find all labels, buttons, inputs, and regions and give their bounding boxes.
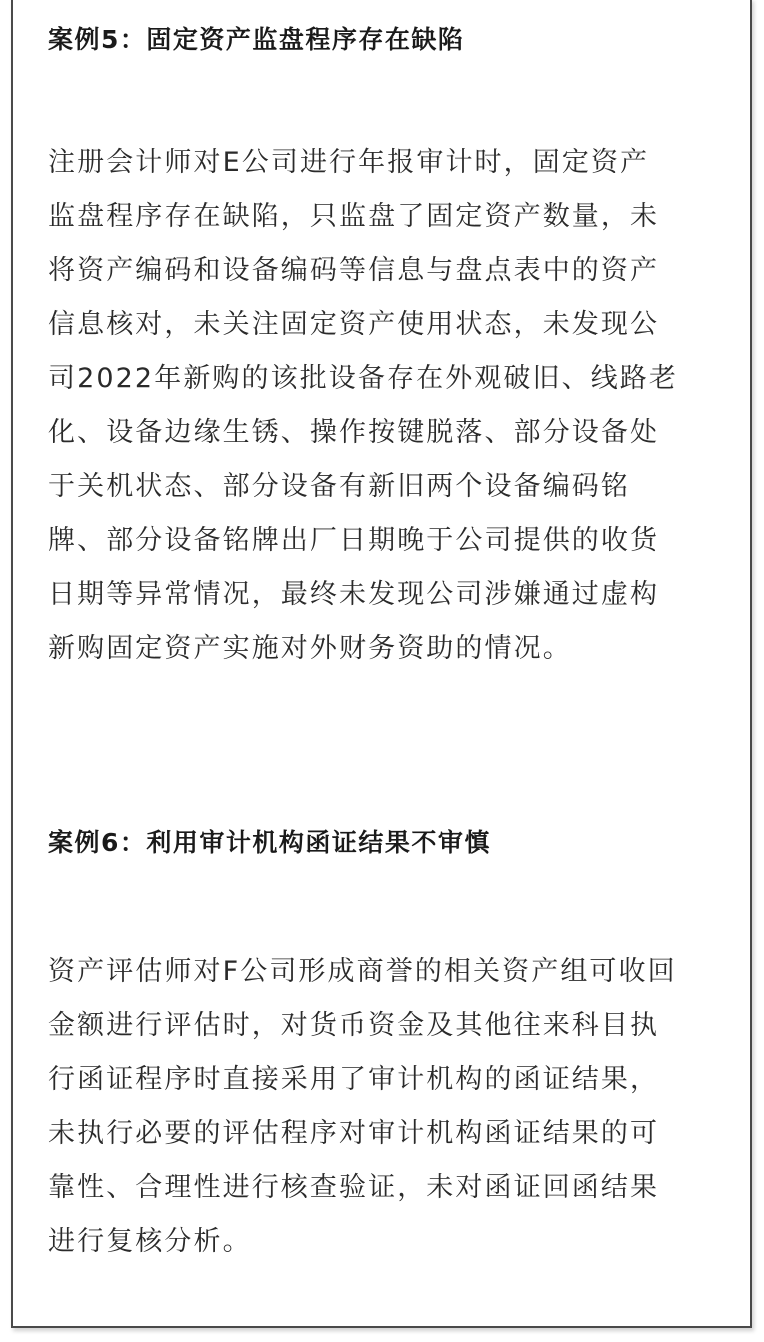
- case5-line-7: 于关机状态、部分设备有新旧两个设备编码铭: [48, 471, 630, 502]
- case6-heading: 案例6：利用审计机构函证结果不审慎: [48, 828, 491, 857]
- case6-line-4: 未执行必要的评估程序对审计机构函证结果的可: [48, 1118, 660, 1149]
- case5-line-6: 化、设备边缘生锈、操作按键脱落、部分设备处: [48, 417, 660, 448]
- case5-line-4: 信息核对，未关注固定资产使用状态，未发现公: [48, 309, 660, 340]
- case6-paragraph: [48, 945, 677, 1269]
- case5-line-1: 注册会计师对E公司进行年报审计时，固定资产: [48, 147, 650, 178]
- case5-line-2: 监盘程序存在缺陷，只监盘了固定资产数量，未: [48, 201, 660, 232]
- case5-line-8: 牌、部分设备铭牌出厂日期晚于公司提供的收货: [48, 525, 660, 556]
- document-frame: [11, 0, 752, 1328]
- case5-line-9: 日期等异常情况，最终未发现公司涉嫌通过虚构: [48, 579, 660, 610]
- case6-line-2: 金额进行评估时，对货币资金及其他往来科目执: [48, 1010, 660, 1041]
- case6-line-1: 资产评估师对F公司形成商誉的相关资产组可收回: [48, 956, 677, 987]
- case5-line-5: 司2022年新购的该批设备存在外观破旧、线路老: [48, 363, 679, 394]
- case6-line-5: 靠性、合理性进行核查验证，未对函证回函结果: [48, 1172, 660, 1203]
- case5-heading: 案例5：固定资产监盘程序存在缺陷: [48, 25, 465, 54]
- case6-line-6: 进行复核分析。: [48, 1226, 252, 1257]
- case5-line-10: 新购固定资产实施对外财务资助的情况。: [48, 633, 572, 664]
- case5-line-3: 将资产编码和设备编码等信息与盘点表中的资产: [48, 255, 660, 286]
- case6-line-3: 行函证程序时直接采用了审计机构的函证结果，: [48, 1064, 660, 1095]
- case5-paragraph: [48, 136, 678, 676]
